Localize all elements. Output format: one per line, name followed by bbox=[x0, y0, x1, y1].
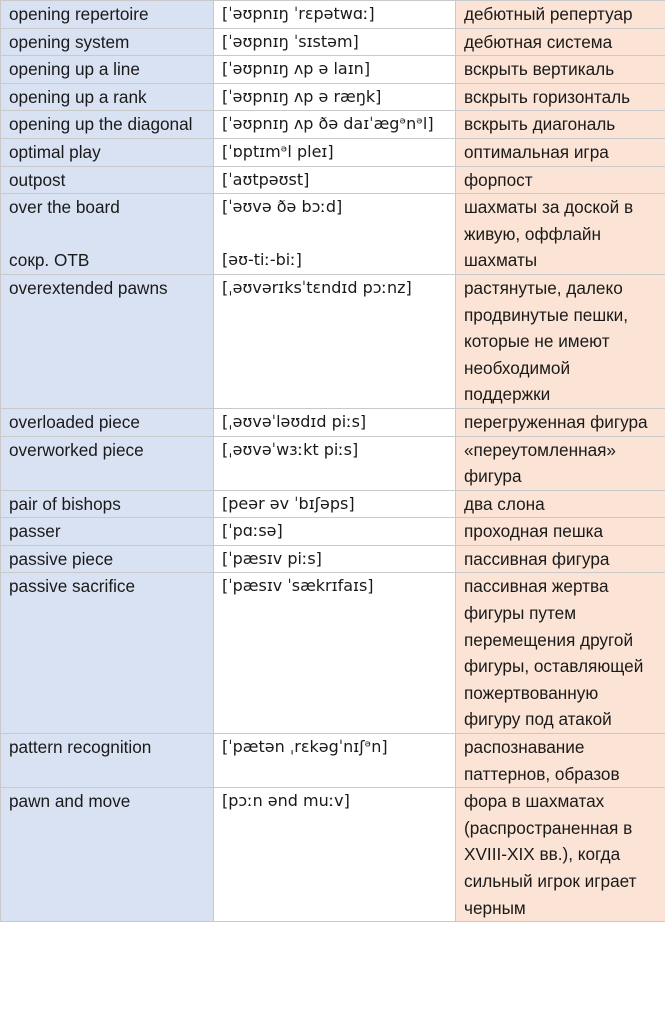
table-row bbox=[1, 83, 665, 111]
translation-text: вскрыть диагональ bbox=[464, 114, 616, 135]
term-cell bbox=[1, 1, 214, 29]
term-cell bbox=[1, 734, 214, 788]
table-row bbox=[1, 545, 665, 573]
translation-text: фора в шахматах (распространенная в XVIII-XIX вв.), когда сильный игрок играет черным bbox=[464, 791, 637, 918]
transcription-text: [ˌəʊvəˈwɜːkt piːs] bbox=[222, 439, 359, 459]
transcription-text: [ˈɒptɪmᵊl pleɪ] bbox=[222, 141, 334, 161]
term-cell bbox=[1, 111, 214, 139]
term-text: passive piece bbox=[9, 548, 114, 569]
transcription-cell bbox=[214, 166, 456, 194]
transcription-text: [pɔːn ənd muːv] bbox=[222, 791, 350, 811]
table-row bbox=[1, 274, 665, 408]
table-row bbox=[1, 573, 665, 734]
term-cell bbox=[1, 518, 214, 546]
term-cell bbox=[1, 573, 214, 734]
translation-text: форпост bbox=[464, 169, 533, 190]
translation-cell bbox=[456, 166, 665, 194]
term-text: opening up a line bbox=[9, 59, 140, 80]
translation-text: шахматы за доской в живую, оффлайн шахматы bbox=[464, 197, 634, 271]
transcription-text: [ˌəʊvərɪksˈtɛndɪd pɔːnz] bbox=[222, 277, 412, 297]
term-text: pair of bishops bbox=[9, 493, 121, 514]
translation-cell bbox=[456, 274, 665, 408]
transcription-cell bbox=[214, 408, 456, 436]
translation-cell bbox=[456, 573, 665, 734]
table-row bbox=[1, 28, 665, 56]
term-cell bbox=[1, 788, 214, 922]
term-cell bbox=[1, 408, 214, 436]
translation-text: «переутомленная» фигура bbox=[464, 439, 616, 487]
transcription-cell bbox=[214, 490, 456, 518]
transcription-text: [ˈəʊpnɪŋ ˈrɛpətwɑː] bbox=[222, 4, 375, 23]
term-cell bbox=[1, 138, 214, 166]
transcription-text: [ˈaʊtpəʊst] bbox=[222, 169, 310, 189]
transcription-text: [ˈəʊvə ðə bɔːd] bbox=[222, 197, 343, 217]
transcription-text: [ˈəʊpnɪŋ ˈsɪstəm] bbox=[222, 31, 359, 51]
term-cell bbox=[1, 28, 214, 56]
term-text: overloaded piece bbox=[9, 411, 140, 432]
translation-cell bbox=[456, 28, 665, 56]
translation-cell bbox=[456, 490, 665, 518]
transcription-text: [ˈpɑːsə] bbox=[222, 521, 283, 541]
transcription-cell bbox=[214, 274, 456, 408]
term-text: outpost bbox=[9, 169, 66, 190]
term-text: pawn and move bbox=[9, 791, 131, 812]
translation-cell bbox=[456, 518, 665, 546]
term-cell bbox=[1, 545, 214, 573]
translation-cell bbox=[456, 436, 665, 490]
transcription-cell bbox=[214, 573, 456, 734]
transcription-cell bbox=[214, 734, 456, 788]
transcription-text: [ˌəʊvəˈləʊdɪd piːs] bbox=[222, 411, 367, 431]
table-row bbox=[1, 56, 665, 84]
transcription-text: [ˈpæsɪv piːs] bbox=[222, 548, 322, 568]
transcription-text: [ˈəʊpnɪŋ ʌp ə ræŋk] bbox=[222, 86, 382, 106]
translation-text: перегруженная фигура bbox=[464, 411, 648, 432]
table-row bbox=[1, 166, 665, 194]
translation-text: дебютный репертуар bbox=[464, 4, 633, 24]
transcription-cell bbox=[214, 788, 456, 922]
translation-cell bbox=[456, 408, 665, 436]
table-row bbox=[1, 788, 665, 922]
table-row bbox=[1, 111, 665, 139]
term-text: opening repertoire bbox=[9, 4, 149, 24]
table-row bbox=[1, 194, 665, 275]
translation-text: дебютная система bbox=[464, 31, 613, 52]
translation-cell bbox=[456, 545, 665, 573]
table-row bbox=[1, 1, 665, 29]
term-cell bbox=[1, 274, 214, 408]
term-cell bbox=[1, 166, 214, 194]
translation-text: растянутые, далеко продвинутые пешки, которые не имеют необходимой поддержки bbox=[464, 277, 629, 405]
translation-cell bbox=[456, 1, 665, 29]
table-row bbox=[1, 734, 665, 788]
transcription-cell bbox=[214, 28, 456, 56]
translation-cell bbox=[456, 734, 665, 788]
translation-cell bbox=[456, 111, 665, 139]
translation-cell bbox=[456, 56, 665, 84]
translation-text: проходная пешка bbox=[464, 521, 604, 542]
term-text: optimal play bbox=[9, 141, 101, 162]
table-row bbox=[1, 408, 665, 436]
transcription-cell bbox=[214, 83, 456, 111]
term-text: over the board bbox=[9, 197, 120, 218]
transcription-cell bbox=[214, 194, 456, 275]
transcription-cell bbox=[214, 436, 456, 490]
term-cell bbox=[1, 490, 214, 518]
term-cell bbox=[1, 194, 214, 275]
transcription-cell bbox=[214, 56, 456, 84]
term-text: overextended pawns bbox=[9, 277, 168, 298]
translation-text: вскрыть вертикаль bbox=[464, 59, 615, 80]
transcription-text: [ˈəʊpnɪŋ ʌp ðə daɪˈægᵊnᵊl] bbox=[222, 114, 434, 134]
term-text: passive sacrifice bbox=[9, 576, 136, 597]
transcription-cell bbox=[214, 111, 456, 139]
transcription-cell bbox=[214, 518, 456, 546]
term-text: passer bbox=[9, 521, 61, 542]
transcription-cell bbox=[214, 138, 456, 166]
term-abbreviation: сокр. OTB bbox=[9, 250, 90, 271]
table-row bbox=[1, 138, 665, 166]
transcription-cell bbox=[214, 545, 456, 573]
term-text: opening up a rank bbox=[9, 86, 147, 107]
translation-text: пассивная фигура bbox=[464, 548, 610, 569]
table-row bbox=[1, 490, 665, 518]
translation-text: вскрыть горизонталь bbox=[464, 86, 631, 107]
translation-cell bbox=[456, 83, 665, 111]
table-row bbox=[1, 436, 665, 490]
translation-text: пассивная жертва фигуры путем перемещения другой фигуры, оставляющей пожертвованную фигуру под атакой bbox=[464, 576, 644, 730]
term-text: opening system bbox=[9, 31, 130, 52]
translation-text: оптимальная игра bbox=[464, 141, 609, 162]
term-text: overworked piece bbox=[9, 439, 144, 460]
term-cell bbox=[1, 83, 214, 111]
transcription-text: [ˈəʊpnɪŋ ʌp ə laɪn] bbox=[222, 59, 371, 79]
term-cell bbox=[1, 436, 214, 490]
translation-cell bbox=[456, 194, 665, 275]
transcription-cell bbox=[214, 1, 456, 29]
translation-cell bbox=[456, 138, 665, 166]
transcription-abbreviation: [əʊ-tiː-biː] bbox=[222, 250, 302, 270]
term-text: pattern recognition bbox=[9, 737, 152, 758]
translation-cell bbox=[456, 788, 665, 922]
term-text: opening up the diagonal bbox=[9, 114, 193, 135]
term-cell bbox=[1, 56, 214, 84]
transcription-text: [peər əv ˈbɪʃəps] bbox=[222, 493, 355, 513]
transcription-text: [ˈpæsɪv ˈsækrɪfaɪs] bbox=[222, 576, 374, 596]
table-row bbox=[1, 518, 665, 546]
translation-text: распознавание паттернов, образов bbox=[464, 737, 620, 784]
transcription-text: [ˈpætən ˌrɛkəgˈnɪʃᵊn] bbox=[222, 737, 388, 757]
translation-text: два слона bbox=[464, 493, 545, 514]
